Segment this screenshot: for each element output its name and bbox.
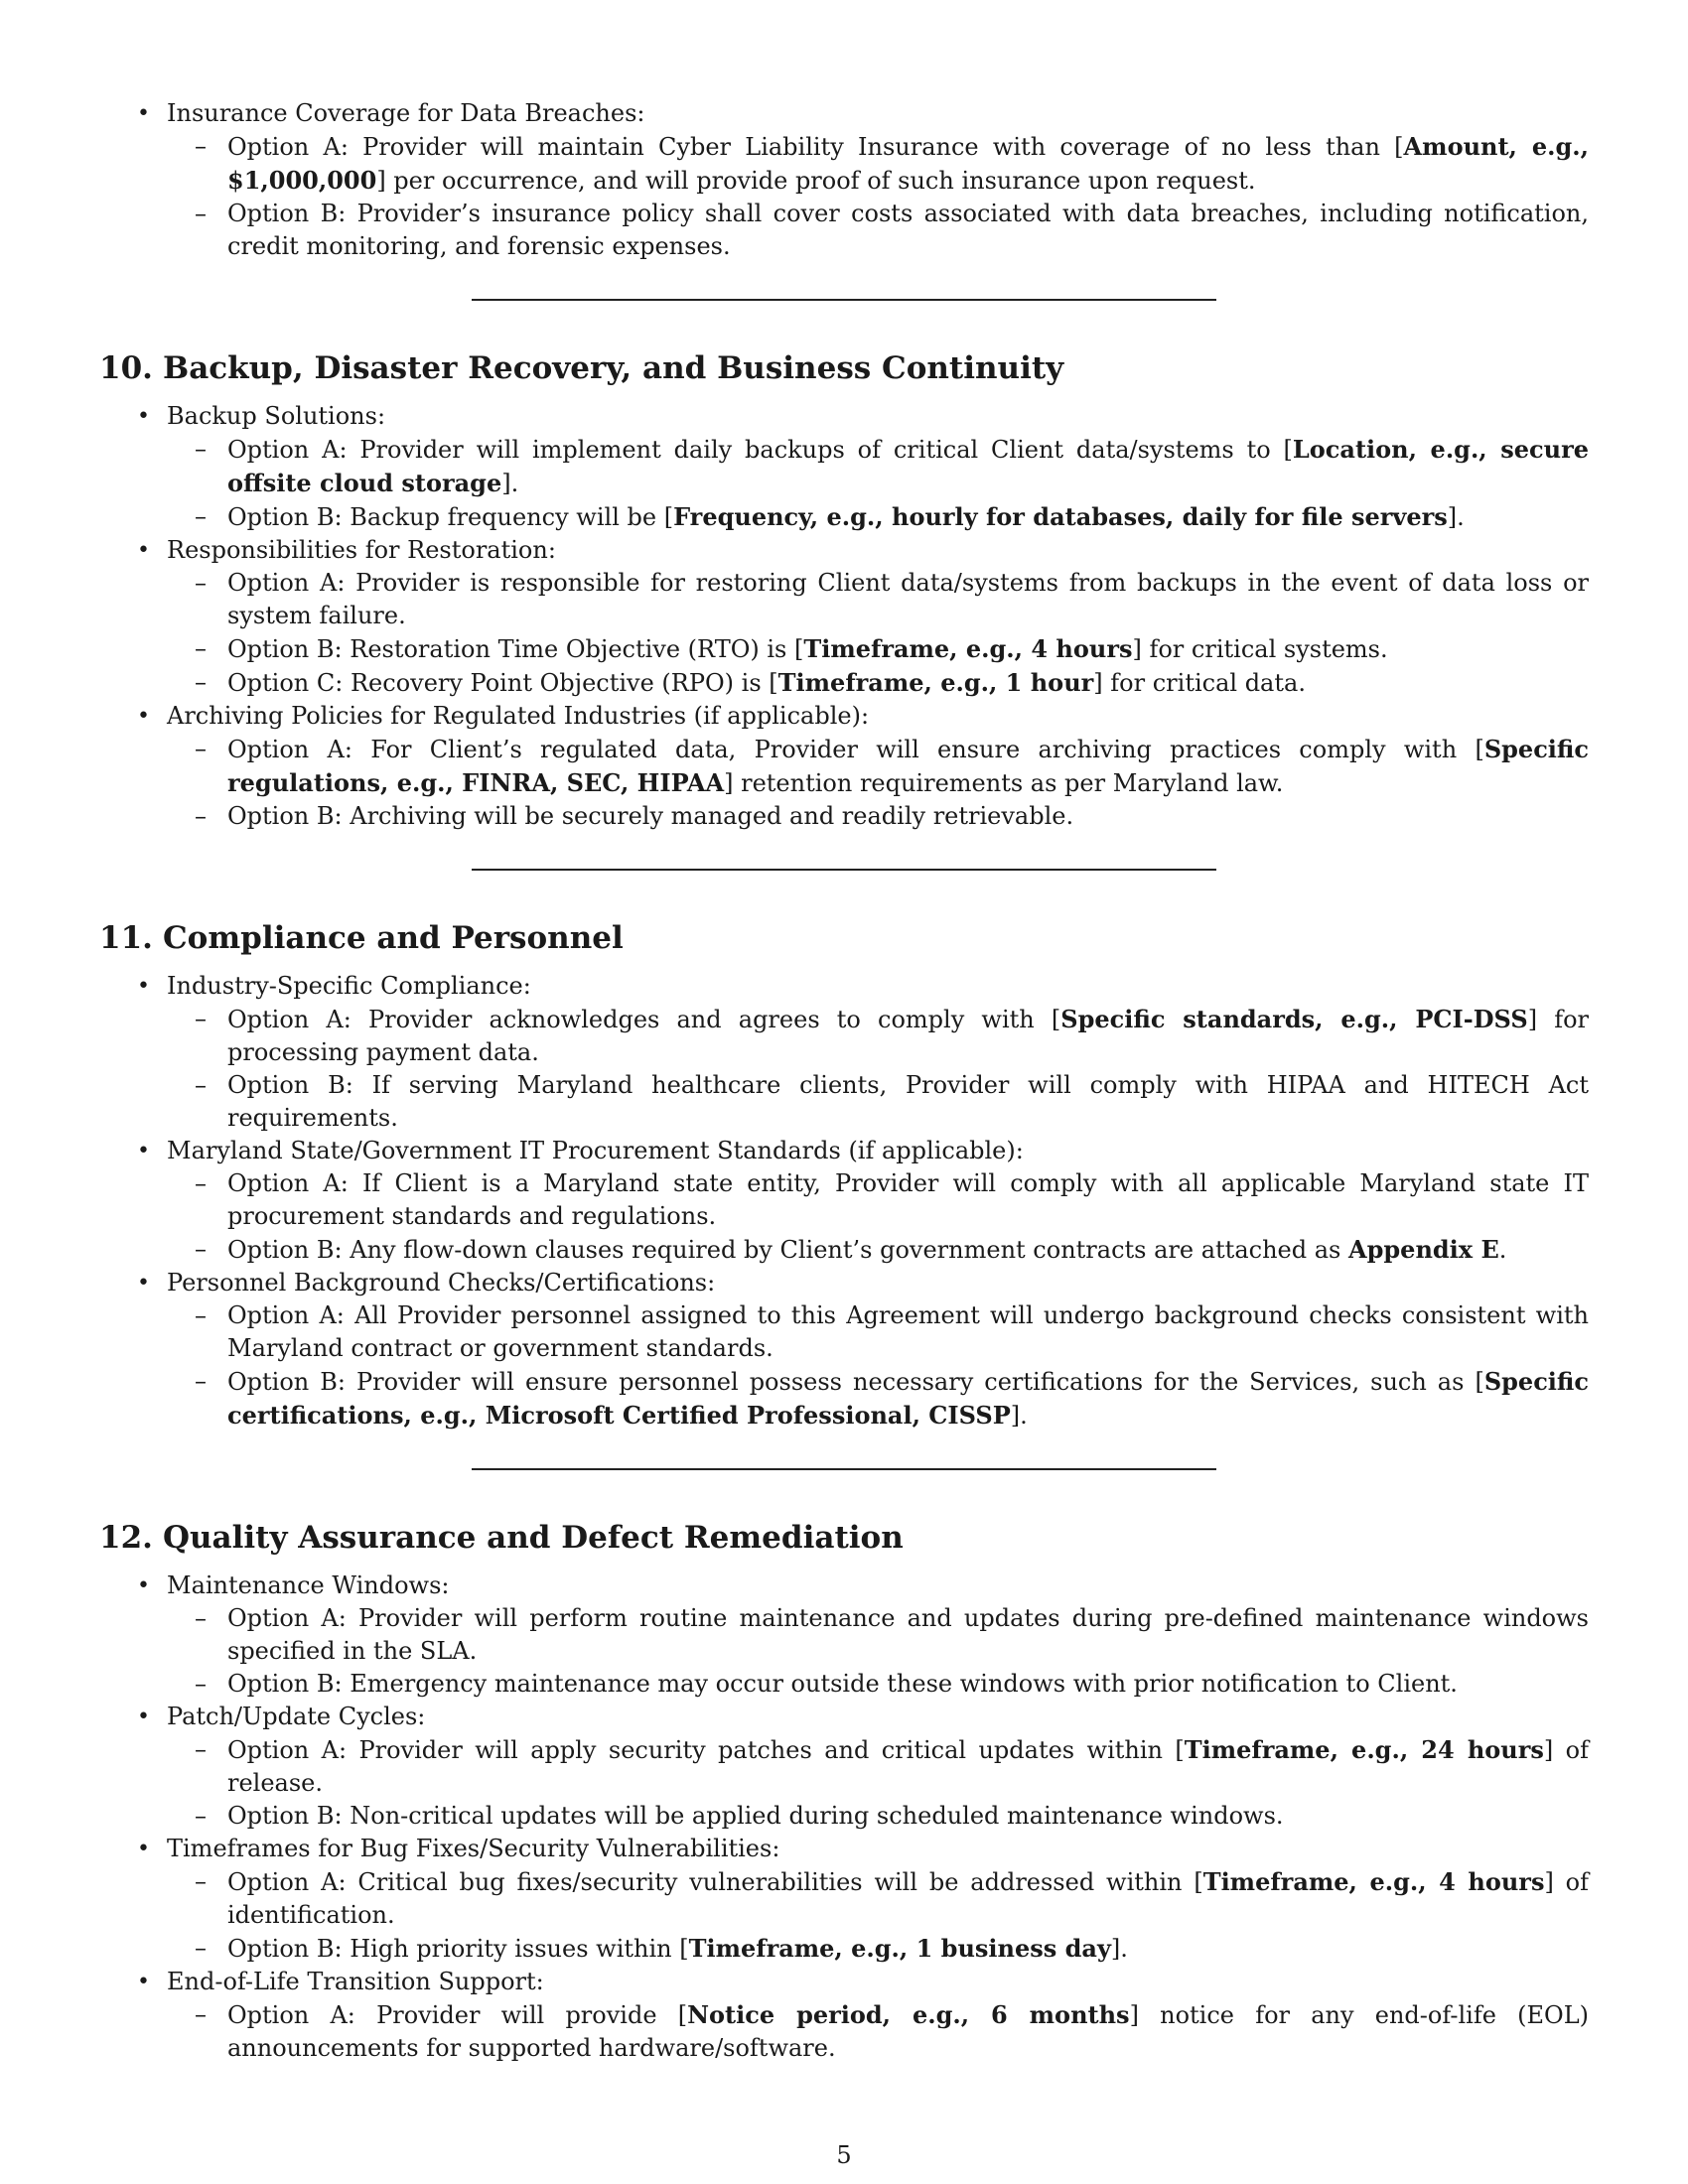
placeholder-bold: Frequency, e.g., hourly for databases, daily for file servers [673,502,1448,531]
placeholder-bold: Location, e.g., secure offsite cloud storage [227,435,1589,497]
option-item [167,1602,1589,1668]
section-divider [472,869,1216,871]
option-text-tail: ] for processing payment data. [227,1006,1590,1066]
list-item [99,700,1589,833]
option-item [167,666,1589,700]
option-text: Option B: If serving Maryland healthcare clients, Provider will comply with HIPAA and HITECH Act requirements. [227,1071,1589,1132]
option-text: Option C: Recovery Point Objective (RPO) is [ [227,669,778,697]
placeholder-bold: Appendix E [1347,1235,1499,1264]
placeholder-bold: Specific certifications, e.g., Microsoft Certified Professional, CISSP [227,1367,1589,1430]
list-item [99,1570,1589,1701]
list-item [99,1966,1589,2065]
item-title: Backup Solutions: [167,402,386,430]
section-number: 11. [99,920,153,956]
list-item [99,1833,1589,1966]
section-title: Quality Assurance and Defect Remediation [163,1520,904,1556]
placeholder-bold: Timeframe, e.g., 4 hours [1202,1867,1545,1896]
section-title: Backup, Disaster Recovery, and Business Continuity [163,350,1064,386]
list-item [99,1135,1589,1267]
option-text: Option A: If Client is a Maryland state entity, Provider will comply with all applicable Maryland state IT procurement standards and regulations. [227,1169,1589,1230]
placeholder-bold: Specific standards, e.g., PCI-DSS [1060,1005,1528,1033]
option-item [167,1365,1589,1433]
section-heading [99,1518,1589,1558]
item-title: Responsibilities for Restoration: [167,536,556,564]
option-text: Option A: Provider will provide [ [227,2001,688,2029]
option-text: Option A: For Client’s regulated data, Provider will ensure archiving practices comply with [ [227,736,1484,763]
option-text: Option A: Provider will apply security patches and critical updates within [ [227,1736,1185,1764]
option-text: Option B: Non-critical updates will be applied during scheduled maintenance windows. [227,1802,1284,1830]
option-text: Option B: Archiving will be securely managed and readily retrievable. [227,802,1074,830]
list-item [99,400,1589,534]
option-text: Option B: Provider will ensure personnel possess necessary certifications for the Services, such as [ [227,1368,1484,1396]
bullet-list [99,97,1589,263]
option-item [167,130,1589,198]
placeholder-bold: Timeframe, e.g., 4 hours [803,634,1133,663]
section-divider [472,1468,1216,1470]
option-item [167,1167,1589,1233]
option-list [167,733,1589,833]
option-item [167,1069,1589,1135]
option-text-tail: ] notice for any end-of-life (EOL) announcements for supported hardware/software. [227,2001,1589,2062]
option-list [167,130,1589,263]
option-text-tail: ]. [1110,1935,1128,1963]
option-text: Option B: High priority issues within [ [227,1935,689,1963]
option-text-tail: . [1498,1236,1507,1264]
option-text-tail: ] for critical data. [1093,669,1306,697]
option-item [167,433,1589,500]
option-text: Option A: Provider will perform routine maintenance and updates during pre-defined maintenance windows specified in the SLA. [227,1604,1589,1665]
option-item [167,1233,1589,1267]
option-list [167,1167,1589,1267]
option-item [167,1299,1589,1365]
option-text: Option B: Restoration Time Objective (RTO) is [ [227,635,804,663]
option-item [167,1733,1589,1800]
bullet-list [99,1570,1589,2065]
item-title: Industry-Specific Compliance: [167,972,531,1000]
option-list [167,1003,1589,1135]
option-text: Option B: Any flow-down clauses required by Client’s government contracts are attached as [227,1236,1348,1264]
placeholder-bold: Amount, e.g., $1,000,000 [227,132,1589,195]
option-text: Option A: Provider acknowledges and agrees to comply with [ [227,1006,1061,1033]
page-content [99,97,1589,2065]
item-title: Archiving Policies for Regulated Industries (if applicable): [167,702,870,730]
placeholder-bold: Specific regulations, e.g., FINRA, SEC, HIPAA [227,735,1589,797]
option-list [167,433,1589,534]
section-number: 10. [99,350,153,386]
option-item [167,1003,1589,1069]
option-text-tail: ]. [1010,1402,1028,1430]
placeholder-bold: Timeframe, e.g., 1 hour [777,668,1094,697]
option-list [167,1865,1589,1966]
option-list [167,567,1589,700]
option-item [167,500,1589,534]
option-text: Option A: Provider will maintain Cyber Liability Insurance with coverage of no less than [ [227,133,1404,161]
page-number: 5 [836,2141,852,2169]
item-title: Maryland State/Government IT Procurement Standards (if applicable): [167,1137,1024,1164]
option-item [167,800,1589,833]
list-item [99,534,1589,700]
option-text-tail: ]. [501,470,519,497]
list-item [99,1701,1589,1833]
placeholder-bold: Notice period, e.g., 6 months [687,2000,1130,2029]
option-item [167,1932,1589,1966]
option-text: Option B: Backup frequency will be [ [227,503,674,531]
item-title: Timeframes for Bug Fixes/Security Vulnerabilities: [167,1835,780,1862]
option-text-tail: ]. [1447,503,1465,531]
item-title: End-of-Life Transition Support: [167,1968,544,1995]
list-item [99,1267,1589,1433]
option-item [167,1865,1589,1932]
section-number: 12. [99,1520,153,1556]
option-text-tail: ] of release. [227,1736,1590,1797]
option-item [167,1800,1589,1833]
option-text: Option A: Critical bug fixes/security vulnerabilities will be addressed within [ [227,1868,1203,1896]
bullet-list [99,970,1589,1433]
option-list [167,1602,1589,1701]
list-item [99,97,1589,263]
item-title: Patch/Update Cycles: [167,1703,426,1730]
section-heading [99,918,1589,958]
option-item [167,632,1589,666]
option-text: Option B: Emergency maintenance may occur outside these windows with prior notification to Client. [227,1670,1458,1698]
option-item [167,198,1589,263]
option-text-tail: ] of identification. [227,1868,1590,1929]
section-title: Compliance and Personnel [163,920,624,956]
section-divider [472,299,1216,301]
option-text: Option A: Provider will implement daily backups of critical Client data/systems to [ [227,436,1293,464]
option-text: Option B: Provider’s insurance policy shall cover costs associated with data breaches, including notification, credit monitoring, and forensic expenses. [227,200,1589,260]
item-title: Personnel Background Checks/Certifications: [167,1269,716,1297]
option-item [167,567,1589,632]
item-title: Maintenance Windows: [167,1571,450,1599]
section-heading [99,348,1589,388]
placeholder-bold: Timeframe, e.g., 1 business day [688,1934,1111,1963]
option-item [167,733,1589,800]
option-item [167,1998,1589,2065]
option-list [167,1998,1589,2065]
list-item [99,970,1589,1135]
option-item [167,1668,1589,1701]
option-text-tail: ] retention requirements as per Maryland law. [724,769,1284,797]
bullet-list [99,400,1589,833]
option-text: Option A: All Provider personnel assigned to this Agreement will undergo background checks consistent with Maryland contract or government standards. [227,1301,1589,1362]
option-text: Option A: Provider is responsible for restoring Client data/systems from backups in the event of data loss or system failure. [227,569,1589,629]
option-text-tail: ] for critical systems. [1132,635,1388,663]
item-title: Insurance Coverage for Data Breaches: [167,99,645,127]
option-text-tail: ] per occurrence, and will provide proof of such insurance upon request. [376,167,1256,195]
option-list [167,1299,1589,1433]
placeholder-bold: Timeframe, e.g., 24 hours [1184,1735,1544,1764]
option-list [167,1733,1589,1833]
